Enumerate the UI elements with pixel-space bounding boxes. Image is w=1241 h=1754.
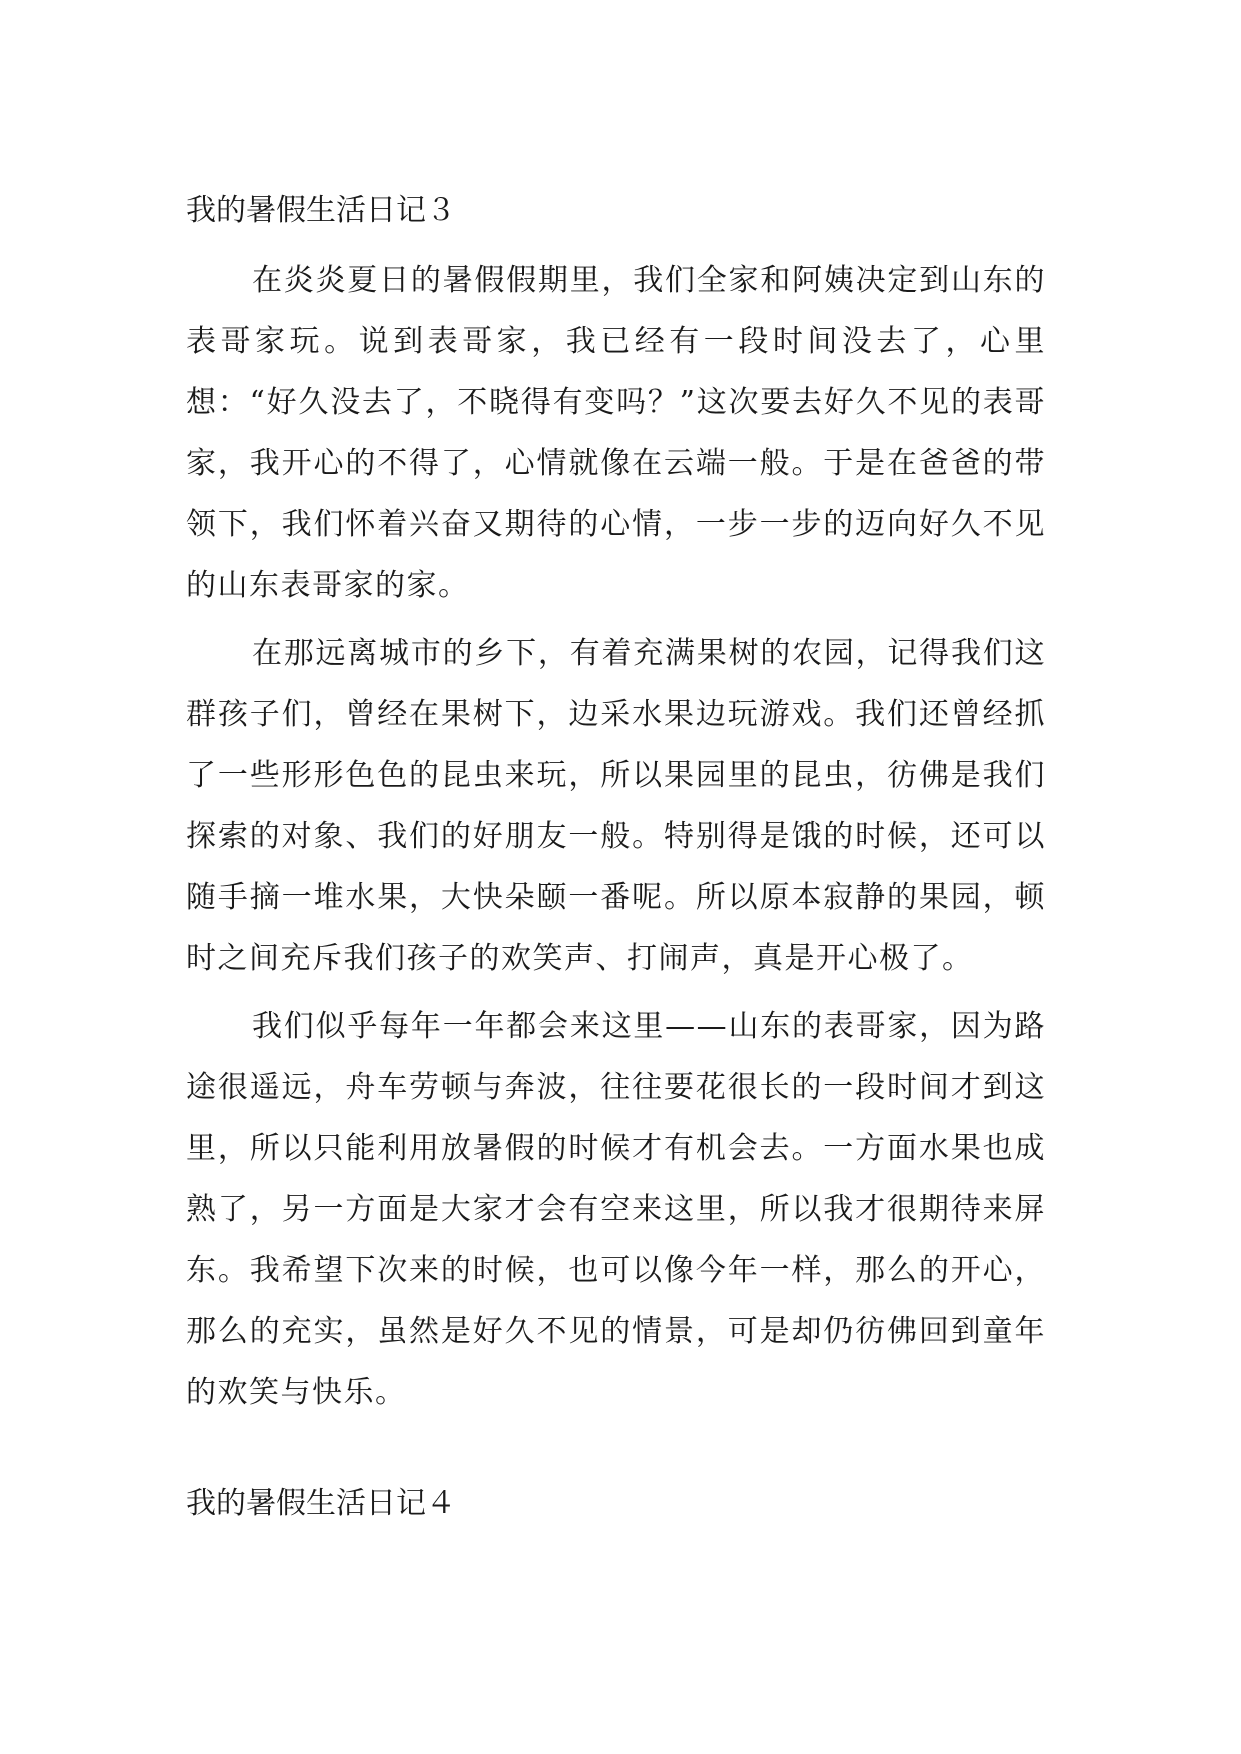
paragraph: 我们似乎每年一年都会来这里——山东的表哥家，因为路途很遥远，舟车劳顿与奔波，往往要花很长的一段时间才到这里，所以只能利用放暑假的时候才有机会去。一方面水果也成熟了，另一方面是大家才会有空来这里，所以我才很期待来屏东。我希望下次来的时候，也可以像今年一样，那么的开心，那么的充实，虽然是好久不见的情景，可是却仍彷佛回到童年的欢笑与快乐。 [186, 1009, 1046, 1410]
paragraph: 在那远离城市的乡下，有着充满果树的农园，记得我们这群孩子们，曾经在果树下，边采水果边玩游戏。我们还曾经抓了一些形形色色的昆虫来玩，所以果园里的昆虫，彷佛是我们探索的对象、我们的好朋友一般。特别得是饿的时候，还可以随手摘一堆水果，大快朵颐一番呢。所以原本寂静的果园，顿时之间充斥我们孩子的欢笑声、打闹声，真是开心极了。 [186, 636, 1046, 976]
section-body [186, 250, 1046, 1423]
section-title: 我的暑假生活日记４ [186, 1486, 456, 1521]
section-title: 我的暑假生活日记３ [186, 193, 456, 228]
paragraph: 在炎炎夏日的暑假假期里，我们全家和阿姨决定到山东的表哥家玩。说到表哥家，我已经有一段时间没去了，心里想：“好久没去了，不晓得有变吗？”这次要去好久不见的表哥家，我开心的不得了，心情就像在云端一般。于是在爸爸的带领下，我们怀着兴奋又期待的心情，一步一步的迈向好久不见的山东表哥家的家。 [186, 263, 1046, 603]
